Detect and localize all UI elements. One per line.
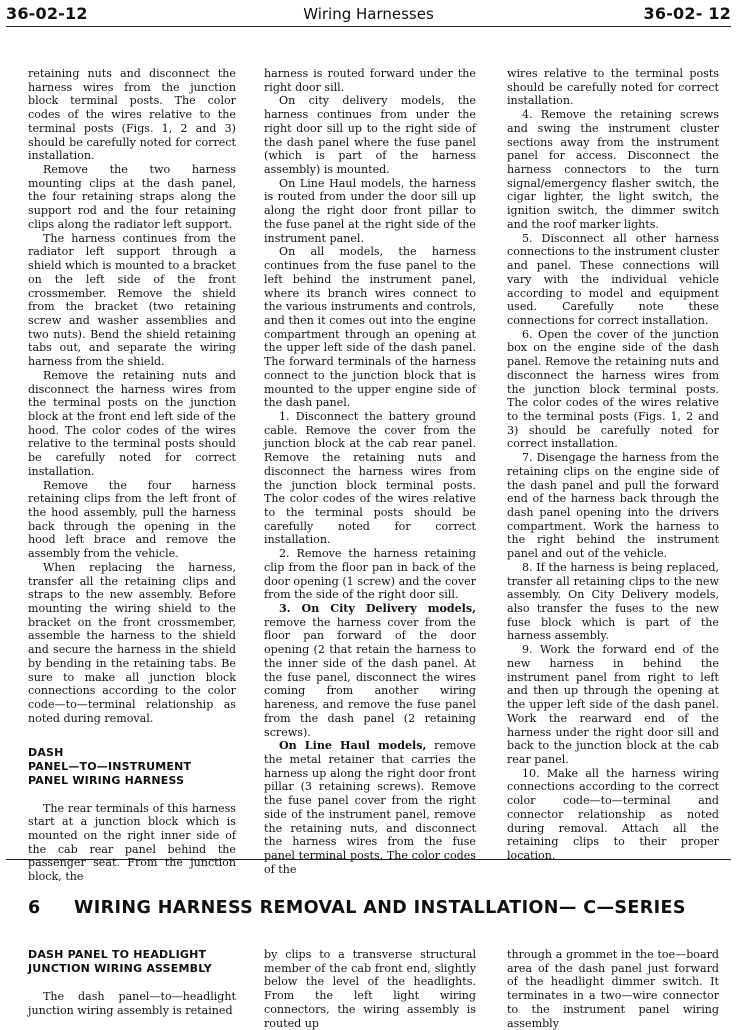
step-7: 7. Disengage the harness from the retaining clips on the engine side of the dash panel and pull the forward end of the harness back through the dash panel opening into the drivers compartment. Work the harness to the right behind the instrument panel and out of the vehicle. — [507, 451, 719, 561]
section-divider — [6, 859, 731, 860]
section-number: 6 — [28, 898, 41, 918]
step-lead: 3. On City Delivery models, — [279, 602, 476, 616]
paragraph: by clips to a transverse structural member of the cab front end, slightly below the level of the headlights. From the left light wiring connectors, the wiring assembly is routed up — [264, 948, 476, 1030]
heading-line: PANEL WIRING HARNESS — [28, 773, 185, 787]
step-3 — [264, 602, 476, 739]
step-8: 8. If the harness is being replaced, transfer all retaining clips to the new assembly. On City Delivery models, also transfer the fuses to the new fuse block which is part of the harness assembly. — [507, 560, 719, 643]
text-column-3 — [507, 67, 719, 862]
paragraph: On city delivery models, the harness continues from under the right door sill up to the right side of the dash panel where the fuse panel (which is part of the harness assembly) is mounted. — [264, 94, 476, 177]
step-text: remove the metal retainer that carries the harness up along the right door front pillar (3 retaining screws). Remove the fuse panel cover from the right side of the instrument panel, remove the retaining nuts, and disconnect the harness wires from the fuse panel terminal posts. The color codes of the — [264, 739, 476, 876]
step-4: 4. Remove the retaining screws and swing the instrument cluster sections away from the instrument panel for access. Disconnect the harness connectors to the turn signal/emergency flasher switch, the cigar lighter, the light switch, the ignition switch, the dimmer switch and the roof marker lights. — [507, 108, 719, 231]
text-column-2 — [264, 67, 476, 876]
step-2: 2. Remove the harness retaining clip from the floor pan in back of the door opening (1 screw) and the cover from the side of the right door sill. — [264, 547, 476, 602]
step-10: 10. Make all the harness wiring connections according to the correct color code—to—terminal and connector relationship as noted during removal. Attach all the retaining clips to their proper location. — [507, 766, 719, 862]
page-number-right: 36-02- 12 — [643, 4, 731, 23]
header-rule — [6, 26, 731, 27]
step-9: 9. Work the forward end of the new harness in behind the instrument panel from right to left and then up through the opening at the upper left side of the dash panel. Work the rearward end of the harness under the right door sill and back to the junction block at the cab rear panel. — [507, 643, 719, 766]
section-title — [28, 898, 729, 918]
heading-line: DASH PANEL TO HEADLIGHT — [28, 948, 207, 961]
heading-line: PANEL—TO—INSTRUMENT — [28, 759, 192, 773]
subsection-heading — [28, 746, 236, 788]
paragraph — [264, 739, 476, 876]
bottom-column-1 — [28, 948, 236, 1023]
paragraph: wires relative to the terminal posts should be carefully noted for correct installation. — [507, 67, 719, 108]
bottom-column-2 — [264, 948, 476, 1030]
paragraph: retaining nuts and disconnect the harness wires from the junction block terminal posts. The color codes of the wires relative to the terminal posts (Figs. 1, 2 and 3) should be carefully noted for correct installation. — [28, 67, 236, 163]
heading-line: JUNCTION WIRING ASSEMBLY — [28, 962, 212, 975]
paragraph: On all models, the harness continues from the fuse panel to the left behind the instrument panel, where its branch wires connect to the various instruments and controls, and then it comes out into the engine compartment through an opening at the upper left side of the dash panel. The forward terminals of the harness connect to the junction block that is mounted to the upper engine side of the dash panel. — [264, 245, 476, 410]
text-column-1 — [28, 67, 236, 884]
heading-line: DASH — [28, 745, 64, 759]
paragraph: Remove the retaining nuts and disconnect the harness wires from the terminal posts on the junction block at the front end left side of the hood. The color codes of the wires relative to the terminal posts should be carefully noted for correct installation. — [28, 368, 236, 478]
bottom-column-3 — [507, 948, 719, 1030]
paragraph: On Line Haul models, the harness is routed from under the door sill up along the right door front pillar to the fuse panel at the right side of the instrument panel. — [264, 176, 476, 245]
subsection-heading — [28, 948, 236, 976]
paragraph: Remove the two harness mounting clips at the dash panel, the four retaining straps along the support rod and the four retaining clips along the radiator left support. — [28, 163, 236, 231]
paragraph: When replacing the harness, transfer all the retaining clips and straps to the new assembly. Before mounting the wiring shield to the bracket on the front crossmember, assemble the harness to the shield and secure the harness in the shield by bending in the retaining tabs. Be sure to make all junction block connections according to the color code—to—terminal relationship as noted during removal. — [28, 560, 236, 725]
paragraph: The rear terminals of this harness start at a junction block which is mounted on the right inner side of the cab rear panel behind the passenger seat. From the junction block, the — [28, 801, 236, 884]
section-title-text: WIRING HARNESS REMOVAL AND INSTALLATION— C—SERIES — [74, 898, 686, 918]
paragraph: The dash panel—to—headlight junction wiring assembly is retained — [28, 990, 236, 1017]
paragraph: harness is routed forward under the right door sill. — [264, 67, 476, 94]
paragraph: The harness continues from the radiator left support through a shield which is mounted to a bracket on the left side of the front crossmember. Remove the shield from the bracket (two retaining screw and washer assemblies and two nuts). Bend the shield retaining tabs out, and separate the wiring harness from the shield. — [28, 231, 236, 369]
step-5: 5. Disconnect all other harness connections to the instrument cluster and panel. These connections will vary with the individual vehicle according to model and equipment used. Carefully note these connections for correct installation. — [507, 231, 719, 327]
page-number-left: 36-02-12 — [6, 4, 88, 23]
step-lead: On Line Haul models, — [279, 739, 427, 753]
paragraph: Remove the four harness retaining clips from the left front of the hood assembly, pull the harness back through the opening in the hood left brace and remove the assembly from the vehicle. — [28, 478, 236, 561]
page-header — [6, 2, 731, 28]
step-1: 1. Disconnect the battery ground cable. Remove the cover from the junction block at the cab rear panel. Remove the retaining nuts and disconnect the harness wires from the junction block terminal posts. The color codes of the wires relative to the terminal posts should be carefully noted for correct installation. — [264, 409, 476, 547]
step-text: remove the harness cover from the floor pan forward of the door opening (2 that retain the harness to the inner side of the dash panel. At the fuse panel, disconnect the wires coming from another wiring hareness, and remove the fuse panel from the dash panel (2 retaining screws). — [264, 615, 476, 739]
step-6: 6. Open the cover of the junction box on the engine side of the dash panel. Remove the retaining nuts and disconnect the harness wires from the junction block terminal posts. The color codes of the wires relative to the terminal posts (Figs. 1, 2 and 3) should be carefully noted for correct installation. — [507, 327, 719, 451]
running-title: Wiring Harnesses — [303, 5, 434, 23]
paragraph: through a grommet in the toe—board area of the dash panel just forward of the headlight dimmer switch. It terminates in a two—wire connector to the instrument panel wiring assembly — [507, 948, 719, 1030]
